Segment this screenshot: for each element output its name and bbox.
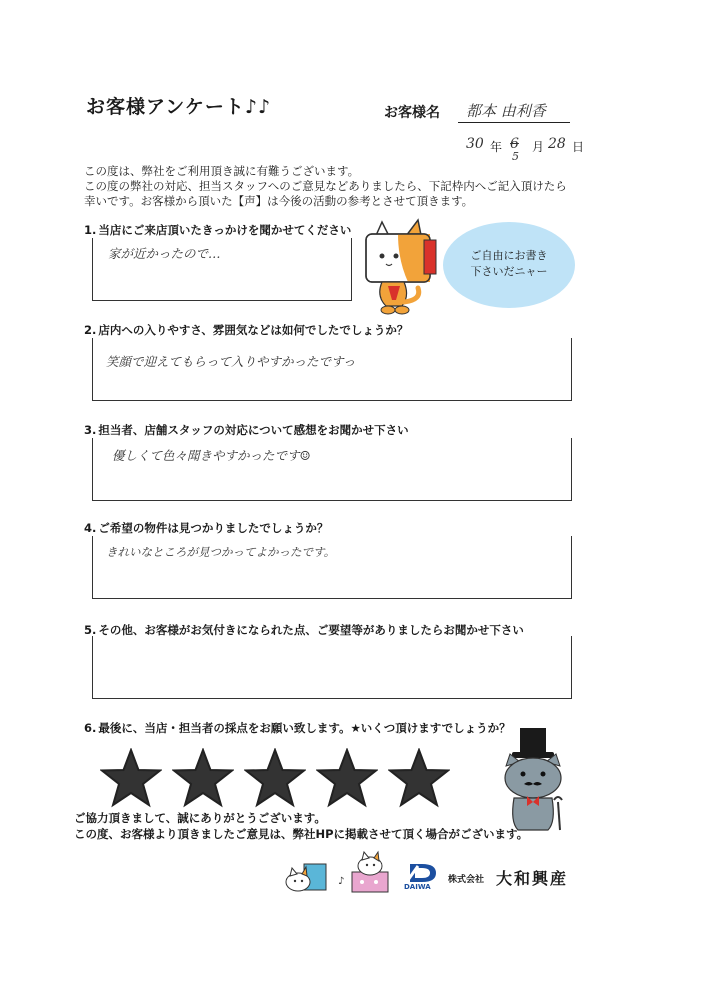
- question-1-text: 当店にご来店頂いたきっかけを聞かせてください: [98, 223, 352, 237]
- cat-basket-illustration-icon: [338, 850, 394, 896]
- company-prefix: 株式会社: [448, 875, 485, 885]
- date-month-corrected: 5: [512, 150, 519, 163]
- question-2-text: 店内への入りやすさ、雰囲気などは如何でしたでしょうか？: [98, 323, 409, 337]
- question-2-answer: 笑顔で迎えてもらって入りやすかったですっ: [106, 354, 356, 369]
- page-title: お客様アンケート♪♪: [86, 96, 272, 118]
- question-2-number: 2.: [84, 323, 97, 337]
- footer-line-1: ご協力頂きまして、誠にありがとうございます。: [74, 811, 326, 825]
- question-3-answer: 優しくて色々聞きやすかったです☺: [112, 448, 311, 463]
- star-4-icon[interactable]: [316, 748, 378, 808]
- date-month-original: 6: [510, 136, 519, 152]
- customer-name-label: お客様名: [384, 105, 440, 121]
- intro-line-2: この度の弊社の対応、担当スタッフへのご意見などありましたら、下記枠内へご記入頂けたら: [84, 179, 567, 193]
- question-4-answer: きれいなところが見つかってよかったです。: [106, 545, 336, 559]
- star-2-icon[interactable]: [172, 748, 234, 808]
- question-6-text: 最後に、当店・担当者の採点をお願い致します。★いくつ頂けますでしょうか？: [98, 721, 511, 735]
- question-3-title: [84, 422, 409, 438]
- star-1-icon[interactable]: [100, 748, 162, 808]
- question-1-number: 1.: [84, 223, 97, 237]
- date-month-unit: 月: [532, 140, 545, 154]
- question-1-title: [84, 222, 351, 238]
- intro-text: [84, 164, 644, 209]
- date-day: 28: [548, 136, 566, 152]
- cat-mascot-icon: [352, 210, 448, 322]
- name-underline: [458, 122, 570, 123]
- customer-name-value: 都本 由利香: [466, 102, 546, 120]
- star-3-icon[interactable]: [244, 748, 306, 808]
- daiwa-logo-icon: [406, 862, 438, 884]
- svg-text:♪: ♪: [338, 876, 345, 887]
- question-5-answer-box[interactable]: [92, 636, 572, 699]
- intro-line-1: この度は、弊社をご利用頂き誠に有難うございます。: [84, 164, 360, 178]
- intro-line-3: 幸いです。お客様から頂いた【声】は今後の活動の参考とさせて頂きます。: [84, 194, 474, 208]
- question-4-text: ご希望の物件は見つかりましたでしょうか？: [98, 521, 329, 535]
- star-5-icon[interactable]: [388, 748, 450, 808]
- footer-note: [74, 810, 528, 842]
- question-1-answer: 家が近かったので…: [108, 246, 221, 261]
- question-5-number: 5.: [84, 623, 97, 637]
- date-year: 30: [466, 136, 484, 152]
- date-day-unit: 日: [572, 140, 585, 154]
- question-2-title: [84, 322, 408, 338]
- question-4-title: [84, 520, 328, 536]
- question-3-text: 担当者、店舗スタッフの対応について感想をお聞かせ下さい: [98, 423, 409, 437]
- footer-line-2: この度、お客様より頂きましたご意見は、弊社HPに掲載させて頂く場合がございます。: [74, 827, 529, 841]
- daiwa-logo-text: DAIWA: [404, 883, 431, 891]
- question-3-number: 3.: [84, 423, 97, 437]
- question-6-number: 6.: [84, 721, 97, 735]
- question-4-number: 4.: [84, 521, 97, 535]
- cat-box-illustration-icon: [282, 856, 330, 896]
- speech-bubble-line-1: ご自由にお書き: [470, 249, 548, 262]
- question-6-title: [84, 720, 511, 736]
- date-year-unit: 年: [490, 140, 503, 154]
- speech-bubble-line-2: 下さいだニャー: [470, 265, 548, 278]
- company-name: 大和興産: [496, 869, 569, 888]
- question-5-text: その他、お客様がお気付きになられた点、ご要望等がありましたらお聞かせ下さい: [98, 623, 524, 637]
- speech-bubble: [443, 222, 575, 308]
